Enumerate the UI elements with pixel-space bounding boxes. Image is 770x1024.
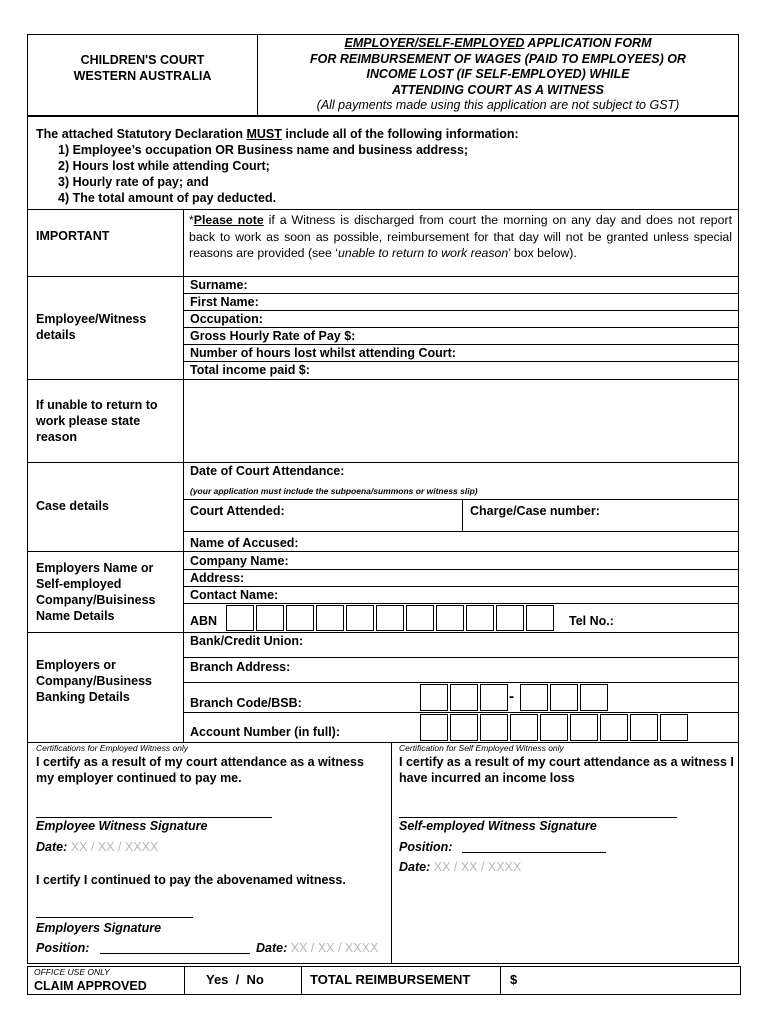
row-line (183, 712, 739, 713)
form-title-underlined: EMPLOYER/SELF-EMPLOYED (344, 36, 525, 50)
abn-digit-box[interactable] (346, 605, 374, 631)
form-title-line-2: FOR REIMBURSEMENT OF WAGES (PAID TO EMPLOYEES) OR (310, 51, 686, 66)
total-dollar[interactable]: $ (510, 972, 518, 987)
statutory-intro: The attached Statutory Declaration (36, 127, 247, 141)
row-line (183, 293, 739, 294)
row-line (183, 531, 739, 532)
banking-label: Employers or Company/Business Banking Details (36, 658, 153, 704)
employee-date-value: XX / XX / XXXX (70, 840, 159, 854)
account-digit-box[interactable] (570, 714, 598, 741)
unable-reason-input[interactable] (184, 380, 739, 462)
charge-case-field[interactable]: Charge/Case number: (470, 504, 600, 518)
divider-statutory (27, 209, 739, 210)
cert-divider (391, 742, 392, 964)
abn-digit-box[interactable] (286, 605, 314, 631)
form-title-line-3: INCOME LOST (IF SELF-EMPLOYED) WHILE (366, 67, 630, 81)
bsb-dash: - (509, 688, 514, 705)
employer-label: Employers Name or Self-employed Company/Buisiness Name Details (36, 561, 156, 623)
contact-name-field[interactable]: Contact Name: (190, 588, 279, 602)
abn-digit-box[interactable] (496, 605, 524, 631)
row-line (183, 657, 739, 658)
hours-lost-field[interactable]: Number of hours lost whilst attending Court: (190, 346, 456, 360)
employer-date-label: Date: (256, 941, 288, 955)
occupation-field[interactable]: Occupation: (190, 312, 263, 326)
total-income-field[interactable]: Total income paid $: (190, 363, 310, 377)
employer-cert-statement: I certify I continued to pay the abovenamed witness. (36, 873, 346, 887)
divider-important (27, 276, 739, 277)
employer-date[interactable] (256, 940, 378, 956)
surname-field[interactable]: Surname: (190, 278, 248, 292)
bsb-digit-box[interactable] (520, 684, 548, 711)
statutory-item-4: 4) The total amount of pay deducted. (58, 191, 277, 205)
office-divider-3 (500, 966, 501, 995)
court-line-2: WESTERN AUSTRALIA (73, 69, 212, 83)
cert-self-heading: Certification for Self Employed Witness only (399, 743, 564, 753)
abn-digit-box[interactable] (406, 605, 434, 631)
account-digit-box[interactable] (450, 714, 478, 741)
please-note: Please note (193, 213, 264, 227)
form-title-rest: APPLICATION FORM (524, 36, 652, 50)
account-digit-box[interactable] (480, 714, 508, 741)
abn-digit-box[interactable] (376, 605, 404, 631)
employer-signature-line[interactable] (36, 917, 193, 918)
account-digit-box[interactable] (540, 714, 568, 741)
court-date-note: (your application must include the subpoena/summons or witness slip) (190, 486, 478, 496)
case-divider (462, 499, 463, 531)
statutory-item-2: 2) Hours lost while attending Court; (58, 159, 270, 173)
hourly-rate-field[interactable]: Gross Hourly Rate of Pay $: (190, 329, 356, 343)
employer-position-label: Position: (36, 941, 90, 955)
cert-self-statement: I certify as a result of my court attendance as a witness I have incurred an income loss (399, 755, 734, 785)
row-line (183, 499, 739, 500)
abn-digit-box[interactable] (526, 605, 554, 631)
employer-position-line[interactable] (100, 953, 250, 954)
bsb-label: Branch Code/BSB: (190, 696, 302, 710)
court-date-field[interactable]: Date of Court Attendance: (190, 464, 345, 478)
form-title-line-4: ATTENDING COURT AS A WITNESS (391, 82, 605, 97)
abn-digit-box[interactable] (466, 605, 494, 631)
employer-signature-label: Employers Signature (36, 921, 162, 935)
bsb-digit-box[interactable] (420, 684, 448, 711)
form-title (258, 36, 738, 114)
important-end: ’ box below). (508, 246, 577, 260)
abn-digit-box[interactable] (226, 605, 254, 631)
row-line (183, 682, 739, 683)
important-text: if a Witness is discharged from court the morning on any day and does not report back to work as soon as possible, reimbursement for that day will not be granted unless special reasons are provided (see ‘ (189, 213, 732, 260)
office-divider-1 (184, 966, 185, 995)
branch-address-field[interactable]: Branch Address: (190, 660, 291, 674)
account-digit-box[interactable] (510, 714, 538, 741)
account-digit-box[interactable] (600, 714, 628, 741)
self-position[interactable] (399, 839, 452, 855)
important-star: * (189, 213, 194, 227)
abn-digit-box[interactable] (436, 605, 464, 631)
self-date[interactable] (399, 859, 521, 875)
abn-label: ABN (190, 614, 218, 628)
self-date-label: Date: (399, 860, 431, 874)
employer-position[interactable] (36, 940, 89, 956)
tel-field[interactable]: Tel No.: (569, 614, 614, 628)
statutory-intro-end: include all of the following information: (281, 127, 519, 141)
cert-employed-statement: I certify as a result of my court attendance as a witness my employer continued to pay me. (36, 755, 364, 785)
account-digit-box[interactable] (660, 714, 688, 741)
employee-label: Employee/Witness details (36, 312, 147, 342)
accused-field[interactable]: Name of Accused: (190, 536, 299, 550)
divider-unable (27, 462, 739, 463)
employer-date-value: XX / XX / XXXX (290, 941, 379, 955)
court-attended-field[interactable]: Court Attended: (190, 504, 285, 518)
bank-field[interactable]: Bank/Credit Union: (190, 634, 304, 648)
abn-digit-box[interactable] (256, 605, 284, 631)
statutory-must: MUST (246, 127, 282, 141)
address-field[interactable]: Address: (190, 571, 245, 585)
important-note (189, 212, 732, 262)
court-line-1: CHILDREN'S COURT (80, 53, 205, 67)
account-digit-box[interactable] (420, 714, 448, 741)
yes-no-option[interactable]: Yes / No (206, 972, 264, 987)
self-position-label: Position: (399, 840, 453, 854)
employee-date-label: Date: (36, 840, 68, 854)
bsb-digit-box[interactable] (450, 684, 478, 711)
account-digit-box[interactable] (630, 714, 658, 741)
abn-digit-box[interactable] (316, 605, 344, 631)
cert-employed-heading: Certifications for Employed Witness only (36, 743, 189, 753)
important-label: IMPORTANT (36, 229, 110, 243)
self-date-value: XX / XX / XXXX (433, 860, 522, 874)
gst-note: (All payments made using this application are not subject to GST) (316, 98, 680, 112)
total-reimbursement-label: TOTAL REIMBURSEMENT (310, 972, 471, 987)
unable-label: If unable to return to work please state reason (36, 398, 158, 444)
employee-date[interactable] (36, 839, 158, 855)
office-use-only: OFFICE USE ONLY (34, 967, 110, 977)
bsb-digit-box[interactable] (580, 684, 608, 711)
statutory-item-3: 3) Hourly rate of pay; and (58, 175, 209, 189)
row-line (183, 569, 739, 570)
label-column-divider (183, 209, 184, 742)
divider-case (27, 551, 739, 552)
row-line (183, 310, 739, 311)
employee-signature-label: Employee Witness Signature (36, 819, 208, 833)
self-signature-label: Self-employed Witness Signature (399, 819, 597, 833)
statutory-section (36, 126, 736, 206)
company-name-field[interactable]: Company Name: (190, 554, 289, 568)
important-italic: unable to return to work reason (338, 246, 509, 260)
office-divider-2 (301, 966, 302, 995)
bsb-digit-box[interactable] (550, 684, 578, 711)
statutory-item-1: 1) Employee’s occupation OR Business name and business address; (58, 143, 469, 157)
case-label: Case details (36, 499, 109, 513)
divider-employer (27, 632, 739, 633)
self-position-line[interactable] (462, 852, 606, 853)
account-label: Account Number (in full): (190, 725, 340, 739)
first-name-field[interactable]: First Name: (190, 295, 259, 309)
bsb-digit-box[interactable] (480, 684, 508, 711)
claim-approved: CLAIM APPROVED (34, 979, 147, 993)
court-name (28, 52, 257, 84)
row-line (183, 603, 739, 604)
